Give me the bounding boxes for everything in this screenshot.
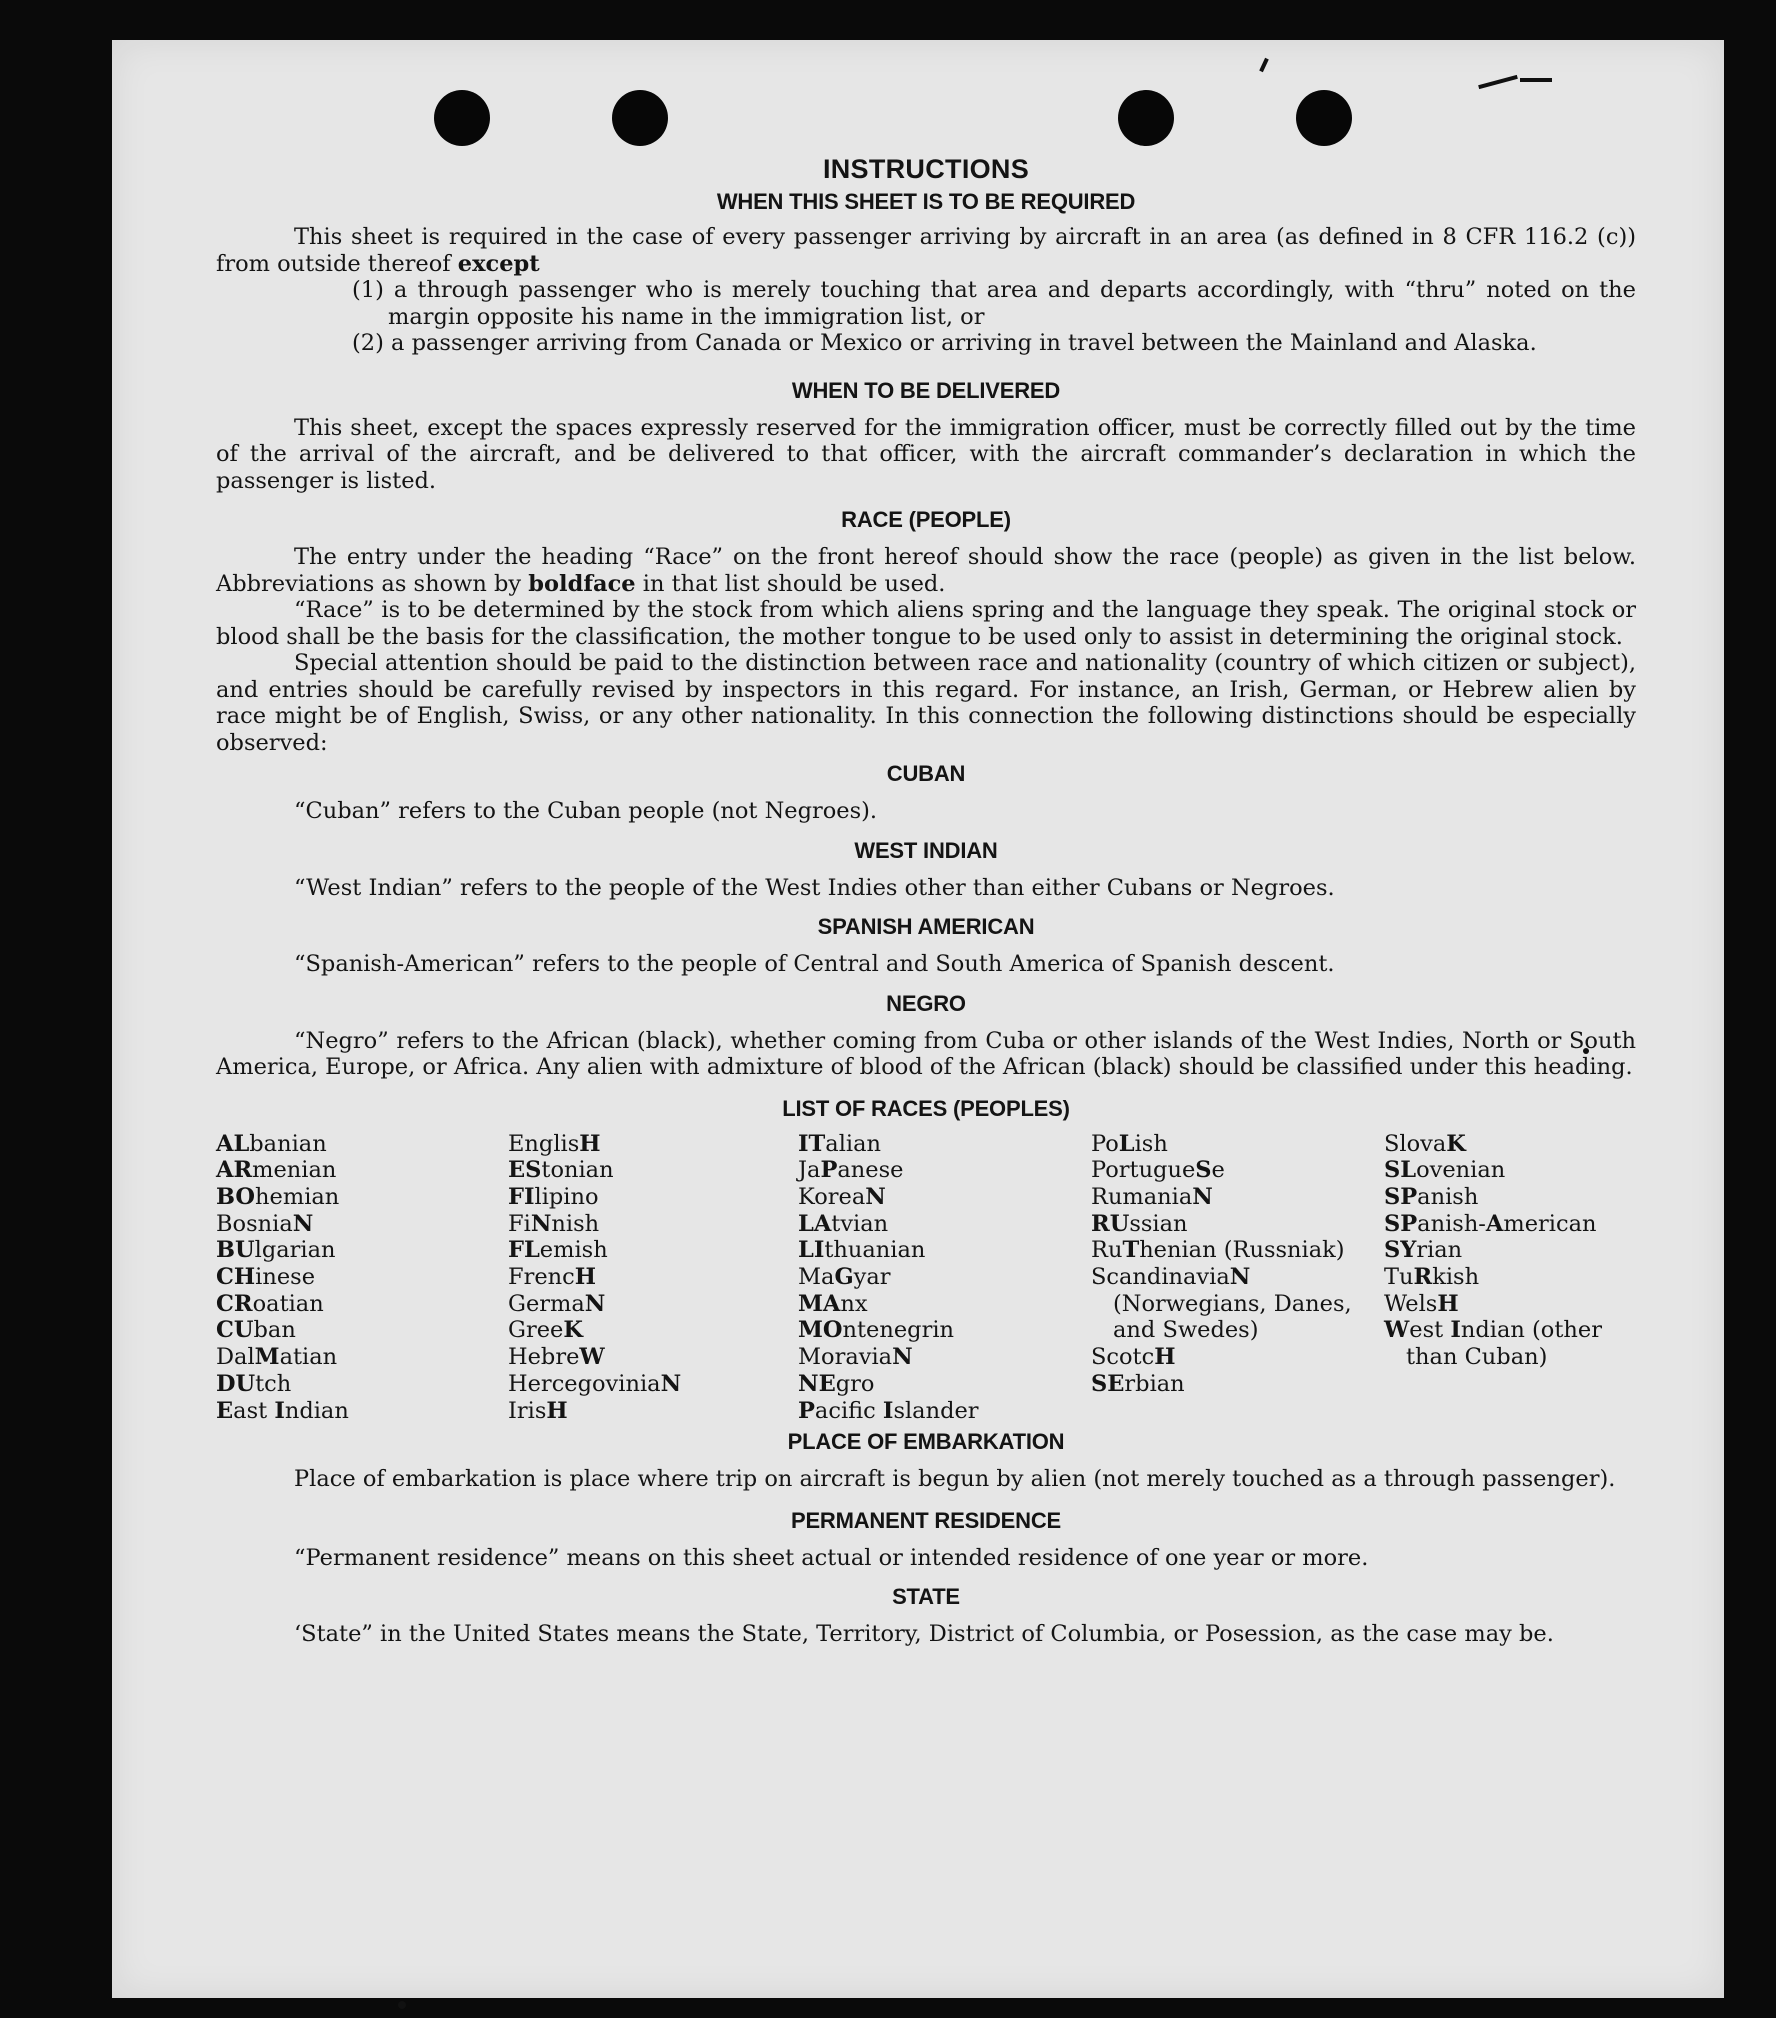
punch-hole <box>1296 90 1352 146</box>
race-name-part: ndian <box>284 1397 349 1424</box>
race-name-part: anish- <box>1417 1210 1486 1237</box>
cuban-text: “Cuban” refers to the Cuban people (not Negroes). <box>294 798 878 824</box>
race-name-part: tch <box>255 1370 292 1397</box>
race-abbrev: AL <box>216 1130 250 1157</box>
race-abbrev: MO <box>798 1317 843 1344</box>
race-abbrev: N <box>865 1183 886 1210</box>
race-abbrev: W <box>1384 1317 1410 1344</box>
race-name-part: lgarian <box>254 1237 336 1264</box>
race-abbrev: M <box>254 1344 280 1371</box>
race-entry <box>1091 1184 1384 1211</box>
heading-state: STATE <box>892 1584 960 1610</box>
race-p1-a: The entry under the heading “Race” on the front hereof should show the race (people) as given in the list below. Abbreviations as shown by <box>216 544 1636 597</box>
race-name-part: Englis <box>508 1130 580 1157</box>
race-name-part: Ru <box>1091 1237 1123 1264</box>
race-abbrev: BO <box>216 1183 256 1210</box>
races-column-3 <box>798 1131 1091 1425</box>
race-abbrev: H <box>1437 1290 1459 1317</box>
race-entry <box>798 1344 1091 1371</box>
race-abbrev: FI <box>508 1183 535 1210</box>
race-entry <box>508 1184 798 1211</box>
residence-text: “Permanent residence” means on this sheet actual or intended residence of one year or more. <box>294 1544 1369 1571</box>
race-name-part: atian <box>279 1344 338 1371</box>
race-entry <box>508 1157 798 1184</box>
race-name-part: ndian (other than Cuban) <box>1406 1317 1602 1371</box>
race-abbrev: AR <box>216 1157 253 1184</box>
race-name-part: Scotc <box>1091 1344 1155 1371</box>
race-entry <box>216 1291 508 1318</box>
spanish-american-text: “Spanish-American” refers to the people of Central and South America of Spanish descent. <box>294 951 1335 977</box>
ink-mark <box>398 2001 406 2009</box>
race-entry <box>508 1398 798 1425</box>
embarkation-text: Place of embarkation is place where trip on aircraft is begun by alien (not merely touched as a through passenger). <box>294 1466 1616 1493</box>
delivered-text: This sheet, except the spaces expressly reserved for the immigration officer, must be correctly filled out by the time of the arrival of the aircraft, and be delivered to that officer, with the aircraft commander’s declaration in which the passenger is listed. <box>216 414 1636 494</box>
race-paragraph-2: “Race” is to be determined by the stock from which aliens spring and the language they speak. The original stock or blood shall be the basis for the classification, the mother tongue to be used only to assist in determining the original stock. <box>216 597 1636 650</box>
race-p1-boldface: boldface <box>528 570 636 597</box>
race-abbrev: IT <box>798 1130 826 1157</box>
instructions-content <box>216 152 1636 1648</box>
race-name-part: Fi <box>508 1210 531 1237</box>
race-name-part: est <box>1409 1317 1451 1344</box>
race-name-part: ish <box>1134 1130 1168 1157</box>
race-entry <box>1091 1344 1384 1371</box>
race-name-part: (Norwegians, Danes, and Swedes) <box>1113 1290 1352 1344</box>
heading-negro: NEGRO <box>886 990 966 1016</box>
race-name-part: Wels <box>1384 1290 1438 1317</box>
races-column-5 <box>1384 1131 1636 1425</box>
race-entry <box>1384 1237 1636 1264</box>
race-entry <box>798 1398 1091 1425</box>
race-name-part: Bosnia <box>216 1210 293 1237</box>
race-name-part: thuanian <box>824 1237 926 1264</box>
race-name-part: Portugue <box>1091 1157 1196 1184</box>
race-abbrev: LA <box>798 1210 832 1237</box>
punch-hole <box>1118 90 1174 146</box>
race-abbrev: N <box>584 1290 606 1317</box>
race-entry <box>1091 1237 1384 1264</box>
race-name-part: tonian <box>541 1157 614 1184</box>
races-column-2 <box>508 1131 798 1425</box>
race-name-part: anish <box>1417 1183 1479 1210</box>
heading-spanish-american: SPANISH AMERICAN <box>817 914 1035 939</box>
race-abbrev: ES <box>508 1157 542 1184</box>
race-name-part: menian <box>252 1157 337 1184</box>
heading-permanent-residence: PERMANENT RESIDENCE <box>790 1507 1061 1533</box>
race-entry <box>798 1264 1091 1291</box>
race-abbrev: K <box>563 1317 583 1344</box>
race-name-part: ssian <box>1129 1210 1188 1237</box>
race-abbrev: N <box>1192 1183 1213 1210</box>
race-abbrev: W <box>579 1344 605 1371</box>
race-name-part: Scandinavia <box>1091 1264 1230 1291</box>
race-abbrev: SY <box>1384 1237 1417 1264</box>
race-name-part: hemian <box>255 1183 340 1210</box>
race-abbrev: I <box>1450 1317 1461 1344</box>
race-name-part: emish <box>539 1237 608 1264</box>
race-abbrev: DU <box>216 1370 256 1397</box>
heading-delivered: WHEN TO BE DELIVERED <box>791 377 1061 403</box>
race-abbrev: N <box>1229 1264 1251 1291</box>
race-entry <box>216 1371 508 1398</box>
race-abbrev: H <box>579 1130 601 1157</box>
heading-race: RACE (PEOPLE) <box>841 507 1011 532</box>
race-paragraph-1 <box>216 544 1636 597</box>
race-name-part: gro <box>835 1370 875 1397</box>
race-entry <box>216 1264 508 1291</box>
race-entry <box>798 1184 1091 1211</box>
west-indian-text: “West Indian” refers to the people of the West Indies other than either Cubans or Negroes. <box>294 874 1335 901</box>
race-abbrev: S <box>1195 1157 1212 1184</box>
race-name-part: kish <box>1432 1264 1480 1291</box>
race-entry <box>798 1237 1091 1264</box>
race-entry <box>508 1317 798 1344</box>
race-entry <box>1384 1317 1636 1370</box>
race-entry <box>798 1157 1091 1184</box>
race-abbrev: NE <box>798 1370 836 1397</box>
race-entry <box>508 1131 798 1158</box>
race-abbrev: BU <box>216 1237 255 1264</box>
race-p1-c: in that list should be used. <box>635 570 946 597</box>
race-abbrev: SP <box>1384 1210 1418 1237</box>
race-name-part: rian <box>1416 1237 1463 1264</box>
race-entry <box>508 1211 798 1238</box>
state-text: ‘State” in the United States means the State, Territory, District of Columbia, or Posession, as the case may be. <box>294 1621 1554 1648</box>
required-intro <box>216 224 1636 277</box>
race-name-part: yar <box>853 1264 891 1291</box>
race-entry <box>508 1237 798 1264</box>
required-item-2: (2) a passenger arriving from Canada or Mexico or arriving in travel between the Mainland and Alaska. <box>352 330 1537 356</box>
race-abbrev: RU <box>1091 1210 1130 1237</box>
races-column-4 <box>1091 1131 1384 1425</box>
race-entry <box>216 1237 508 1264</box>
race-abbrev: N <box>660 1370 682 1397</box>
race-name-part: ntenegrin <box>842 1317 955 1344</box>
race-abbrev: CR <box>216 1290 253 1317</box>
race-name-part: alian <box>825 1130 881 1157</box>
races-list <box>216 1131 1636 1425</box>
race-abbrev: T <box>1122 1237 1140 1264</box>
race-entry <box>1091 1211 1384 1238</box>
race-entry <box>508 1291 798 1318</box>
race-name-part: lipino <box>534 1183 599 1210</box>
race-name-part: ast <box>233 1397 275 1424</box>
race-abbrev: G <box>834 1264 854 1291</box>
race-abbrev: LI <box>798 1237 825 1264</box>
race-abbrev: N <box>892 1344 913 1371</box>
race-abbrev: SP <box>1384 1183 1418 1210</box>
race-entry <box>1384 1157 1636 1184</box>
race-abbrev: A <box>1485 1210 1504 1237</box>
race-entry <box>1091 1264 1384 1344</box>
race-name-part: ovenian <box>1416 1157 1506 1184</box>
race-entry <box>798 1291 1091 1318</box>
heading-list-of-races: LIST OF RACES (PEOPLES) <box>782 1095 1070 1121</box>
race-name-part: Tu <box>1384 1264 1414 1291</box>
races-column-1 <box>216 1131 508 1425</box>
race-name-part: oatian <box>252 1290 324 1317</box>
race-name-part: Hebre <box>508 1344 580 1371</box>
race-name-part: Germa <box>508 1290 585 1317</box>
race-name-part: Moravia <box>798 1344 893 1371</box>
race-abbrev: N <box>530 1210 552 1237</box>
page-title: INSTRUCTIONS <box>822 154 1030 184</box>
race-name-part: acific <box>814 1397 883 1424</box>
heading-embarkation: PLACE OF EMBARKATION <box>787 1429 1065 1455</box>
required-intro-text: This sheet is required in the case of every passenger arriving by aircraft in an area (as defined in 8 CFR 116.2 (c)) from outside thereof <box>216 224 1636 277</box>
race-name-part: henian (Russniak) <box>1139 1237 1345 1264</box>
race-abbrev: P <box>798 1397 815 1424</box>
race-abbrev: SL <box>1384 1157 1417 1184</box>
race-entry <box>216 1211 508 1238</box>
punch-hole <box>612 90 668 146</box>
race-name-part: Iris <box>508 1397 547 1424</box>
race-name-part: Slova <box>1384 1130 1447 1157</box>
race-entry <box>1091 1157 1384 1184</box>
race-entry <box>1384 1264 1636 1291</box>
race-name-part: slander <box>893 1397 979 1424</box>
race-name-part: anese <box>837 1157 904 1184</box>
race-entry <box>216 1157 508 1184</box>
race-entry <box>216 1344 508 1371</box>
race-abbrev: N <box>292 1210 314 1237</box>
punch-hole <box>434 90 490 146</box>
required-item-1: (1) a through passenger who is merely touching that area and departs accordingly, with “thru” noted on the margin opposite his name in the immigration list, or <box>352 277 1636 330</box>
race-paragraph-3: Special attention should be paid to the distinction between race and nationality (country of which citizen or subject), and entries should be carefully revised by inspectors in this regard. For instance, an Irish, German, or Hebrew alien by race might be of English, Swiss, or any other nationality. In this connection the following distinctions should be especially observed: <box>216 650 1636 756</box>
race-name-part: rbian <box>1124 1370 1185 1397</box>
race-name-part: Po <box>1091 1130 1119 1157</box>
race-entry <box>1384 1291 1636 1318</box>
race-abbrev: I <box>274 1397 285 1424</box>
race-entry <box>798 1317 1091 1344</box>
race-abbrev: E <box>216 1397 234 1424</box>
race-abbrev: H <box>574 1264 597 1291</box>
race-name-part: tvian <box>831 1210 889 1237</box>
race-name-part: inese <box>255 1264 316 1291</box>
race-name-part: e <box>1211 1157 1225 1184</box>
race-entry <box>508 1344 798 1371</box>
race-abbrev: L <box>1118 1130 1135 1157</box>
race-entry <box>216 1317 508 1344</box>
race-name-part: Korea <box>798 1183 866 1210</box>
race-entry <box>216 1184 508 1211</box>
race-abbrev: FL <box>508 1237 540 1264</box>
required-except: except <box>457 250 540 277</box>
race-entry <box>508 1371 798 1398</box>
ink-mark <box>1520 78 1552 82</box>
race-name-part: nx <box>840 1290 868 1317</box>
race-entry <box>1384 1184 1636 1211</box>
race-abbrev: CH <box>216 1264 256 1291</box>
race-entry <box>798 1131 1091 1158</box>
race-entry <box>798 1371 1091 1398</box>
heading-west-indian: WEST INDIAN <box>854 837 998 863</box>
negro-text: “Negro” refers to the African (black), whether coming from Cuba or other islands of the West Indies, North or South America, Europe, or Africa. Any alien with admixture of blood of the African (black) should be classified under this heading. <box>216 1027 1636 1080</box>
race-abbrev: MA <box>798 1290 841 1317</box>
race-abbrev: K <box>1446 1130 1466 1157</box>
race-entry <box>1091 1131 1384 1158</box>
race-name-part: merican <box>1503 1210 1597 1237</box>
race-entry <box>798 1211 1091 1238</box>
heading-required: WHEN THIS SHEET IS TO BE REQUIRED <box>716 189 1136 214</box>
race-name-part: Ma <box>798 1264 835 1291</box>
race-abbrev: H <box>1154 1344 1176 1371</box>
race-abbrev: H <box>546 1397 568 1424</box>
race-name-part: ban <box>253 1317 296 1344</box>
race-entry <box>216 1131 508 1158</box>
race-entry <box>508 1264 798 1291</box>
race-abbrev: I <box>882 1397 894 1424</box>
heading-cuban: CUBAN <box>886 761 966 786</box>
race-name-part: Dal <box>216 1344 255 1371</box>
race-name-part: Rumania <box>1091 1183 1193 1210</box>
race-entry <box>1384 1211 1636 1238</box>
race-name-part: Gree <box>508 1317 564 1344</box>
race-name-part: nish <box>551 1210 600 1237</box>
race-name-part: Ja <box>798 1157 821 1184</box>
race-entry <box>216 1398 508 1425</box>
race-abbrev: R <box>1413 1264 1433 1291</box>
race-entry <box>1384 1131 1636 1158</box>
race-name-part: Frenc <box>508 1264 575 1291</box>
race-name-part: banian <box>249 1130 327 1157</box>
race-entry <box>1091 1371 1384 1398</box>
race-abbrev: P <box>820 1157 838 1184</box>
race-abbrev: CU <box>216 1317 254 1344</box>
race-name-part: Hercegovinia <box>508 1370 661 1397</box>
race-abbrev: SE <box>1091 1370 1125 1397</box>
